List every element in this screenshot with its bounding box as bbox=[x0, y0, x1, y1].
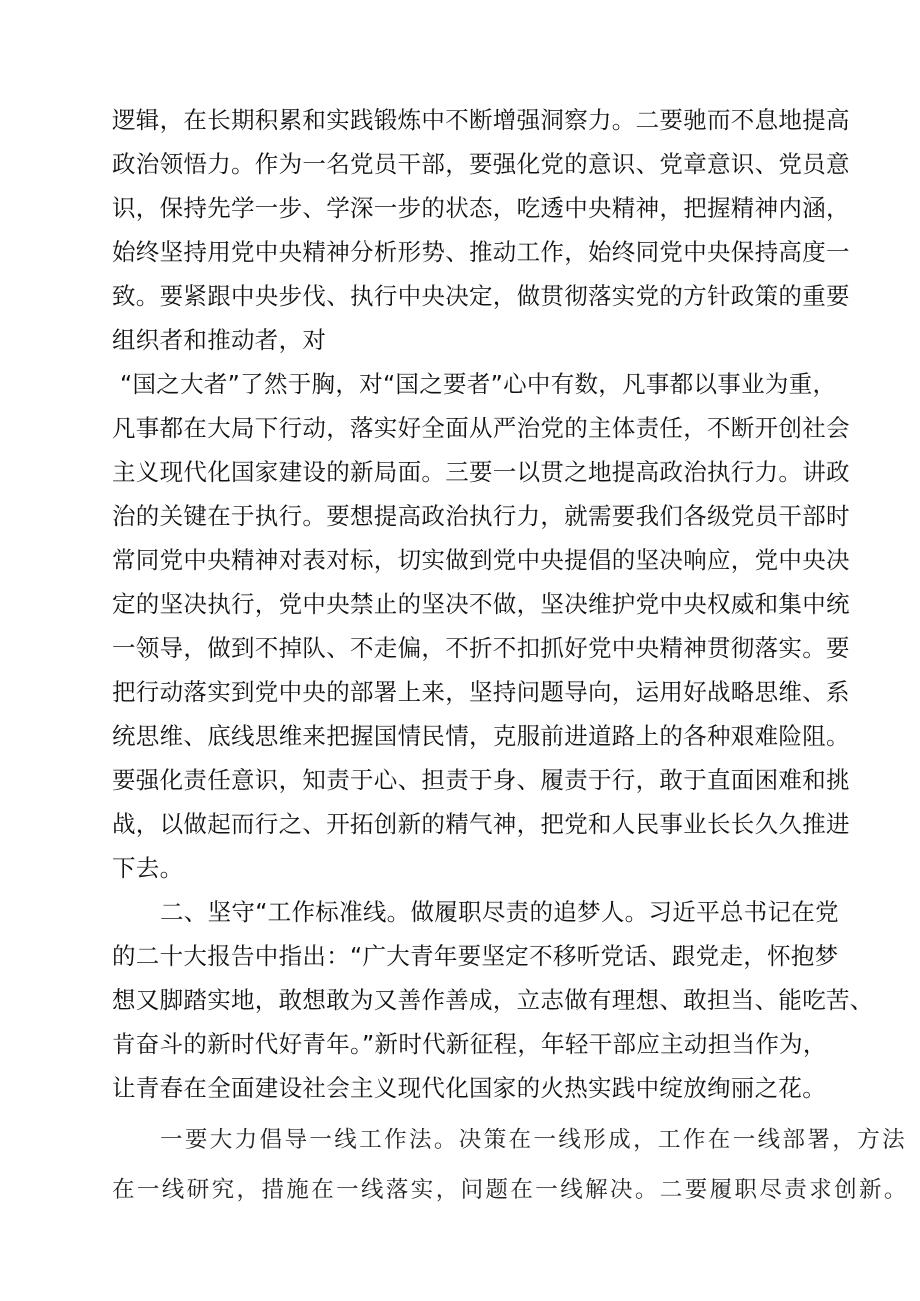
text-line-16: 要强化责任意识，知责于心、担责于身、履责于行，敢于直面困难和挑 bbox=[112, 766, 850, 794]
section-heading-line: 二、坚守“工作标准线。做履职尽责的追梦人。习近平总书记在党 bbox=[160, 898, 839, 926]
text-line-12: 定的坚决执行，党中央禁止的坚决不做，坚决维护党中央权威和集中统 bbox=[112, 590, 850, 618]
text-line-2: 政治领悟力。作为一名党员干部，要强化党的意识、党章意识、党员意 bbox=[112, 150, 850, 178]
text-line-14: 把行动落实到党中央的部署上来，坚持问题导向，运用好战略思维、系 bbox=[112, 678, 850, 706]
text-line-13: 一领导，做到不掉队、不走偏，不折不扣抓好党中央精神贯彻落实。要 bbox=[112, 634, 850, 662]
text-line-5: 致。要紧跟中央步伐、执行中央决定，做贯彻落实党的方针政策的重要 bbox=[112, 282, 850, 310]
text-line-25: 在一线研究，措施在一线落实，问题在一线解决。二要履职尽责求创新。 bbox=[112, 1177, 909, 1203]
text-line-10: 治的关键在于执行。要想提高政治执行力，就需要我们各级党员干部时 bbox=[112, 502, 850, 530]
text-line-1: 逻辑，在长期积累和实践锻炼中不断增强洞察力。二要驰而不息地提高 bbox=[112, 106, 850, 134]
text-line-8: 凡事都在大局下行动，落实好全面从严治党的主体责任，不断开创社会 bbox=[112, 414, 850, 442]
text-line-20: 的二十大报告中指出：“广大青年要坚定不移听党话、跟党走，怀抱梦 bbox=[112, 942, 839, 970]
text-line-18: 下去。 bbox=[112, 854, 184, 882]
text-line-17: 战，以做起而行之、开拓创新的精气神，把党和人民事业长长久久推进 bbox=[112, 810, 850, 838]
text-line-4: 始终坚持用党中央精神分析形势、推动工作，始终同党中央保持高度一 bbox=[112, 238, 850, 266]
text-line-11: 常同党中央精神对表对标，切实做到党中央提倡的坚决响应，党中央决 bbox=[112, 546, 850, 574]
text-line-23: 让青春在全面建设社会主义现代化国家的火热实践中绽放绚丽之花。 bbox=[112, 1074, 826, 1102]
text-line-24: 一要大力倡导一线工作法。决策在一线形成，工作在一线部署，方法 bbox=[160, 1127, 908, 1153]
text-line-3: 识，保持先学一步、学深一步的状态，吃透中央精神，把握精神内涵， bbox=[112, 194, 850, 222]
text-line-7: “国之大者”了然于胸，对“国之要者”心中有数，凡事都以事业为重， bbox=[120, 370, 837, 398]
text-line-22: 肯奋斗的新时代好青年。”新时代新征程，年轻干部应主动担当作为， bbox=[112, 1030, 827, 1058]
text-line-9: 主义现代化国家建设的新局面。三要一以贯之地提高政治执行力。讲政 bbox=[112, 458, 850, 486]
text-line-21: 想又脚踏实地，敢想敢为又善作善成，立志做有理想、敢担当、能吃苦、 bbox=[112, 986, 874, 1014]
text-line-6: 组织者和推动者，对 bbox=[112, 326, 327, 354]
text-line-15: 统思维、底线思维来把握国情民情，克服前进道路上的各种艰难险阻。 bbox=[112, 722, 850, 750]
